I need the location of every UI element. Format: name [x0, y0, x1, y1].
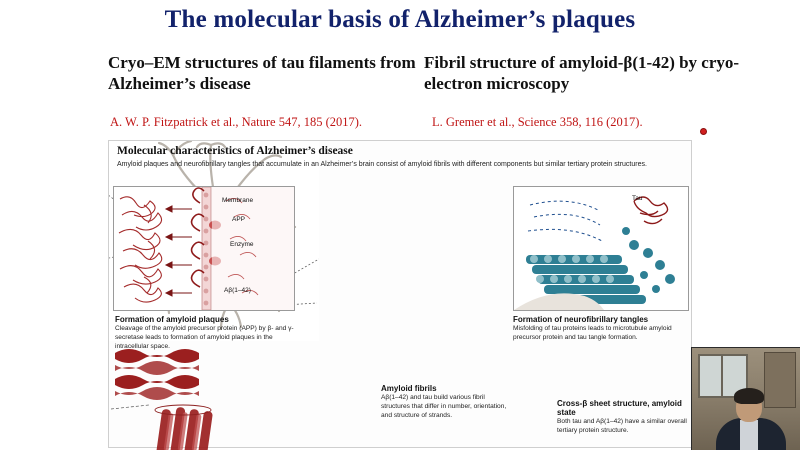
caption-cross-beta-sheet-body: Both tau and Aβ(1–42) have a similar overall tertiary protein structure.	[557, 418, 687, 434]
webcam-door	[764, 352, 796, 408]
presenter-shirt	[740, 420, 758, 450]
caption-neurofibrillary-tangles-title: Formation of neurofibrillary tangles	[513, 315, 649, 324]
caption-amyloid-fibrils	[381, 384, 509, 421]
figure-amyloid-plaque-formation	[113, 186, 295, 311]
caption-neurofibrillary-tangles-body: Misfolding of tau proteins leads to microtubule amyloid precursor protein and tau tangle formation.	[513, 325, 672, 341]
figure-neurofibrillary-tangles	[513, 186, 689, 311]
figure-panel	[108, 140, 692, 448]
page-title: The molecular basis of Alzheimer’s plaques	[164, 6, 636, 33]
caption-cross-beta-sheet-title: Cross-β sheet structure, amyloid state	[557, 399, 682, 417]
subheading-right: Fibril structure of amyloid-β(1-42) by cryo-electron microscopy	[424, 53, 740, 94]
laser-pointer-dot	[700, 128, 707, 135]
caption-amyloid-fibrils-title: Amyloid fibrils	[381, 384, 437, 393]
amyloid-plaque-diagram	[114, 187, 294, 310]
citation-left: A. W. P. Fitzpatrick et al., Nature 547, 185 (2017).	[110, 115, 363, 129]
caption-amyloid-plaques-title: Formation of amyloid plaques	[115, 315, 229, 324]
label-abeta: Aβ(1–42)	[224, 287, 251, 294]
label-app: APP	[232, 216, 246, 223]
figure-description: Amyloid plaques and neurofibrillary tangles that accumulate in an Alzheimer’s brain consist of amyloid fibrils with different components but similar tertiary protein structures.	[117, 161, 647, 168]
label-membrane: Membrane	[222, 197, 254, 204]
caption-amyloid-fibrils-body: Aβ(1–42) and tau build various fibril structures that differ in number, orientation, and structure of strands.	[381, 394, 507, 419]
figure-cross-beta-sheet	[109, 403, 259, 450]
caption-neurofibrillary-tangles	[513, 315, 693, 343]
figure-heading: Molecular characteristics of Alzheimer’s disease	[117, 145, 353, 157]
subheading-left: Cryo–EM structures of tau filaments from Alzheimer’s disease	[108, 53, 416, 94]
tangle-diagram	[514, 187, 688, 310]
caption-cross-beta-sheet	[557, 399, 689, 436]
label-tau: Tau	[632, 195, 643, 202]
presenter-hair	[734, 388, 764, 404]
citation-right: L. Gremer et al., Science 358, 116 (2017).	[432, 115, 643, 129]
label-enzyme: Enzyme	[230, 241, 254, 248]
presenter-webcam[interactable]	[691, 347, 800, 450]
caption-amyloid-plaques	[115, 315, 295, 352]
cross-beta-sheet-illustration	[109, 403, 259, 450]
caption-amyloid-plaques-body: Cleavage of the amyloid precursor protein (APP) by β- and γ-secretase leads to formation of amyloid plaques in the intracellular space.	[115, 325, 294, 350]
